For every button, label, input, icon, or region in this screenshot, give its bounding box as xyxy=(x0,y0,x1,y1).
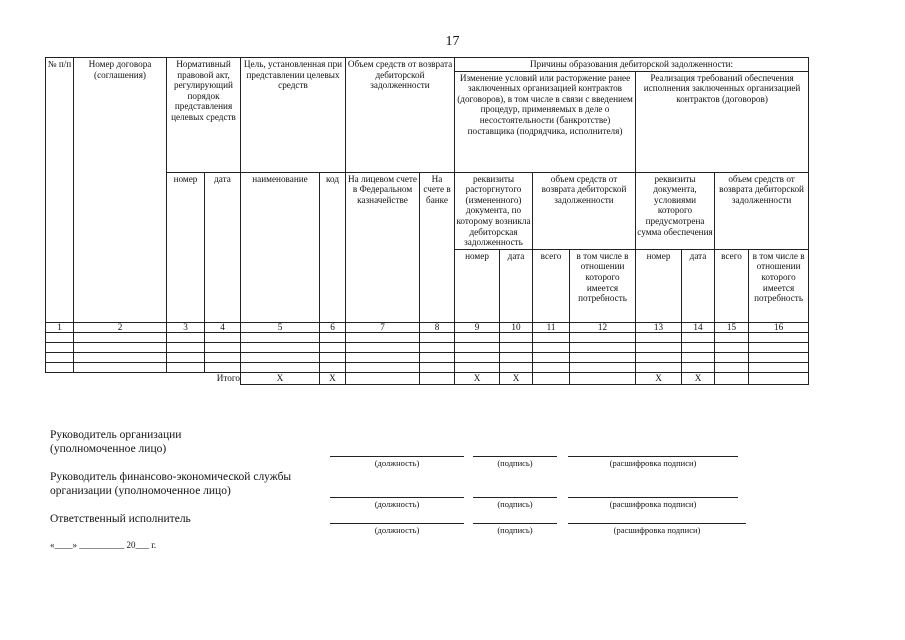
empty-cell xyxy=(241,352,320,362)
empty-cell xyxy=(749,342,809,352)
head-org-label: Руководитель организации (уполномоченное лицо) xyxy=(50,429,182,455)
header-purpose: Цель, установленная при представлении целевых средств xyxy=(241,58,346,173)
total-cell xyxy=(346,372,420,384)
empty-cell xyxy=(205,342,241,352)
position-line xyxy=(330,523,464,524)
col-number: 6 xyxy=(320,322,346,332)
empty-cell xyxy=(320,342,346,352)
header-realization: Реализация требований обеспечения исполнения заключенных организацией контрактов (договоров) xyxy=(636,71,809,172)
col-number: 12 xyxy=(570,322,636,332)
total-x-naim: Х xyxy=(241,372,320,384)
page-number: 17 xyxy=(445,34,460,49)
empty-cell xyxy=(167,352,205,362)
total-x-nomer2: Х xyxy=(636,372,682,384)
empty-cell xyxy=(320,332,346,342)
total-x-kod: Х xyxy=(320,372,346,384)
empty-cell xyxy=(533,352,570,362)
empty-cell xyxy=(500,332,533,342)
header-num: № п/п xyxy=(46,58,74,323)
empty-cell xyxy=(46,362,74,372)
header-req1-nomer: номер xyxy=(455,249,500,322)
empty-cell xyxy=(636,352,682,362)
caption-decode: (расшифровка подписи) xyxy=(613,525,701,535)
empty-cell xyxy=(420,342,455,352)
empty-cell xyxy=(749,352,809,362)
signature-line xyxy=(473,497,557,498)
header-vol2-vsego: всего xyxy=(715,249,749,322)
decode-line xyxy=(568,523,746,524)
decode-line xyxy=(568,456,738,457)
empty-cell xyxy=(570,352,636,362)
col-number: 3 xyxy=(167,322,205,332)
caption-position: (должность) xyxy=(374,499,420,509)
total-cell xyxy=(570,372,636,384)
header-req1-data: дата xyxy=(500,249,533,322)
header-req2: реквизиты документа, условиями которого предусмотрена сумма обеспечения xyxy=(636,172,715,249)
empty-cell xyxy=(46,342,74,352)
header-vol2-incl: в том числе в отношении которого имеется потребность xyxy=(749,249,809,322)
empty-cell xyxy=(74,342,167,352)
empty-cell xyxy=(205,352,241,362)
empty-cell xyxy=(74,332,167,342)
table-row xyxy=(46,362,809,372)
col-number: 15 xyxy=(715,322,749,332)
date-field: «____» __________ 20___ г. xyxy=(50,540,157,550)
empty-cell xyxy=(570,362,636,372)
header-volume-bank: На счете в банке xyxy=(420,172,455,322)
empty-cell xyxy=(46,352,74,362)
header-volume: Объем средств от возврата дебиторской задолженности xyxy=(346,58,455,173)
empty-cell xyxy=(636,332,682,342)
col-number: 4 xyxy=(205,322,241,332)
empty-cell xyxy=(241,332,320,342)
empty-cell xyxy=(346,362,420,372)
empty-cell xyxy=(749,332,809,342)
header-volume-fed: На лицевом счете в Федеральном казначействе xyxy=(346,172,420,322)
header-purpose-kod: код xyxy=(320,172,346,322)
header-vol1-vsego: всего xyxy=(533,249,570,322)
col-number: 1 xyxy=(46,322,74,332)
empty-cell xyxy=(533,342,570,352)
col-number: 2 xyxy=(74,322,167,332)
column-numbers-row xyxy=(46,322,809,332)
executor-label: Ответственный исполнитель xyxy=(50,513,191,525)
head-fin-label: Руководитель финансово-экономической службы организации (уполномоченное лицо) xyxy=(50,471,292,497)
header-reasons: Причины образования дебиторской задолженности: xyxy=(455,58,809,72)
header-req2-nomer: номер xyxy=(636,249,682,322)
empty-cell xyxy=(167,342,205,352)
total-x-data2: Х xyxy=(682,372,715,384)
empty-cell xyxy=(570,342,636,352)
decode-line xyxy=(568,497,738,498)
empty-cell xyxy=(455,342,500,352)
empty-cell xyxy=(455,332,500,342)
caption-decode: (расшифровка подписи) xyxy=(609,458,697,468)
empty-cell xyxy=(500,362,533,372)
signature-line xyxy=(473,523,557,524)
col-number: 9 xyxy=(455,322,500,332)
empty-cell xyxy=(205,362,241,372)
col-number: 7 xyxy=(346,322,420,332)
empty-cell xyxy=(636,342,682,352)
signature-line xyxy=(473,456,557,457)
empty-cell xyxy=(205,332,241,342)
col-number: 5 xyxy=(241,322,320,332)
header-npa: Нормативный правовой акт, регулирующий порядок представления целевых средств xyxy=(167,58,241,173)
empty-cell xyxy=(636,362,682,372)
col-number: 11 xyxy=(533,322,570,332)
empty-cell xyxy=(74,352,167,362)
empty-cell xyxy=(420,332,455,342)
empty-cell xyxy=(420,352,455,362)
receivables-report-table xyxy=(45,57,809,385)
header-npa-data: дата xyxy=(205,172,241,322)
empty-cell xyxy=(241,362,320,372)
col-number: 16 xyxy=(749,322,809,332)
empty-cell xyxy=(420,362,455,372)
header-req1: реквизиты расторгнутого (измененного) документа, по которому возникла дебиторская задолженность xyxy=(455,172,533,249)
empty-cell xyxy=(682,342,715,352)
empty-cell xyxy=(749,362,809,372)
header-vol1-incl: в том числе в отношении которого имеется потребность xyxy=(570,249,636,322)
empty-cell xyxy=(74,362,167,372)
empty-cell xyxy=(320,362,346,372)
empty-cell xyxy=(715,342,749,352)
total-cell xyxy=(420,372,455,384)
table-row xyxy=(46,342,809,352)
caption-signature: (подпись) xyxy=(497,458,533,468)
caption-signature: (подпись) xyxy=(497,499,533,509)
empty-cell xyxy=(46,332,74,342)
empty-cell xyxy=(500,342,533,352)
position-line xyxy=(330,456,464,457)
header-vol1: объем средств от возврата дебиторской задолженности xyxy=(533,172,636,249)
header-req2-data: дата xyxy=(682,249,715,322)
header-contract: Номер договора (соглашения) xyxy=(74,58,167,323)
total-x-nomer: Х xyxy=(455,372,500,384)
empty-cell xyxy=(715,352,749,362)
total-x-data: Х xyxy=(500,372,533,384)
empty-cell xyxy=(682,352,715,362)
empty-cell xyxy=(241,342,320,352)
empty-cell xyxy=(346,342,420,352)
empty-cell xyxy=(346,332,420,342)
empty-cell xyxy=(533,362,570,372)
position-line xyxy=(330,497,464,498)
empty-cell xyxy=(455,362,500,372)
header-row-1 xyxy=(46,58,809,72)
empty-cell xyxy=(715,332,749,342)
empty-cell xyxy=(570,332,636,342)
total-cell xyxy=(749,372,809,384)
table-row xyxy=(46,352,809,362)
caption-signature: (подпись) xyxy=(497,525,533,535)
empty-cell xyxy=(500,352,533,362)
empty-cell xyxy=(682,332,715,342)
empty-cell xyxy=(167,332,205,342)
empty-cell xyxy=(320,352,346,362)
empty-cell xyxy=(682,362,715,372)
total-cell xyxy=(533,372,570,384)
total-row xyxy=(46,372,809,384)
header-vol2: объем средств от возврата дебиторской задолженности xyxy=(715,172,809,249)
empty-cell xyxy=(346,352,420,362)
header-npa-nomer: номер xyxy=(167,172,205,322)
caption-decode: (расшифровка подписи) xyxy=(609,499,697,509)
empty-cell xyxy=(455,352,500,362)
total-label: Итого xyxy=(46,372,241,384)
total-cell xyxy=(715,372,749,384)
caption-position: (должность) xyxy=(374,525,420,535)
col-number: 8 xyxy=(420,322,455,332)
col-number: 14 xyxy=(682,322,715,332)
table-row xyxy=(46,332,809,342)
empty-cell xyxy=(167,362,205,372)
col-number: 13 xyxy=(636,322,682,332)
header-purpose-naim: наименование xyxy=(241,172,320,322)
header-change: Изменение условий или расторжение ранее заключенных организацией контрактов (договоров), в том числе в связи с введением процедур, применяемых в деле о несостоятельности (банкротстве) поставщика (подрядчика, исполнителя) xyxy=(455,71,636,172)
caption-position: (должность) xyxy=(374,458,420,468)
col-number: 10 xyxy=(500,322,533,332)
empty-cell xyxy=(533,332,570,342)
empty-cell xyxy=(715,362,749,372)
